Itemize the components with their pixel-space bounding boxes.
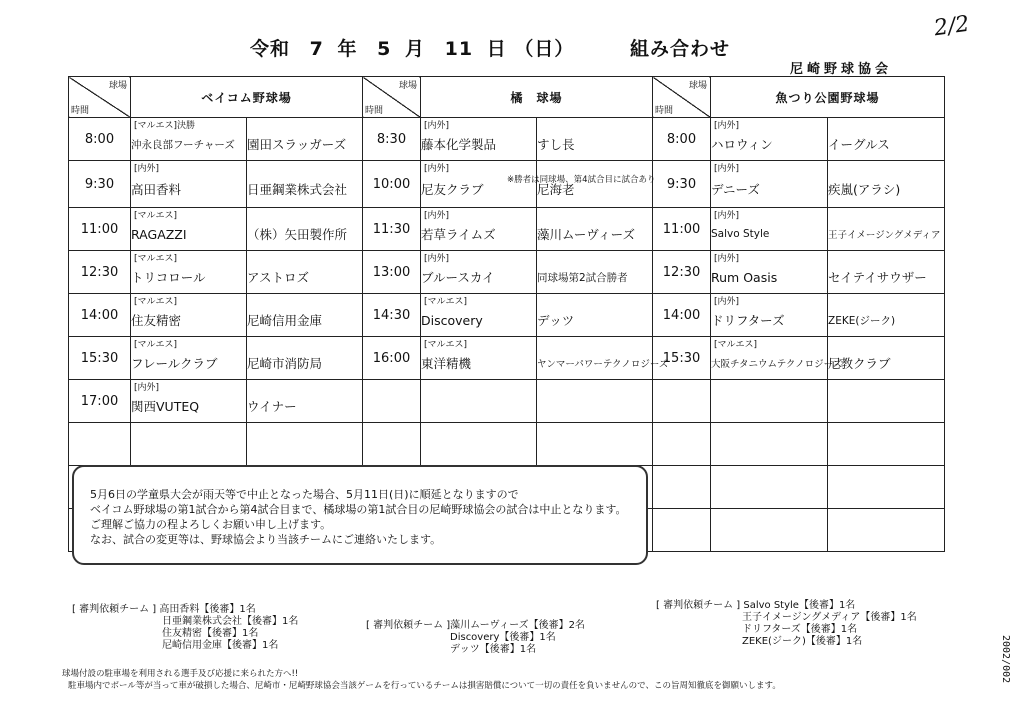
home-team-cell [711, 118, 828, 161]
corner-cell-0 [69, 77, 131, 118]
home-team-cell [711, 337, 843, 380]
division-tag: [内外] [424, 254, 450, 264]
umpire-item: 尼崎信用金庫【後審】1名 [162, 640, 279, 651]
away-team-name: 尼教クラブ [828, 356, 891, 371]
away-team-cell [247, 380, 363, 423]
schedule-row [69, 423, 945, 466]
away-team-cell [828, 337, 945, 380]
away-team-name: 尼崎市消防局 [247, 356, 323, 371]
division-tag: [内外] [424, 121, 450, 131]
away-team-name: アストロズ [247, 270, 310, 285]
notice-box [72, 465, 648, 565]
time-corner-label: 時間 [71, 106, 90, 116]
division-tag: [内外] [714, 211, 740, 221]
umpire-item: ドリフターズ【後審】1名 [742, 624, 858, 635]
division-tag: [内外] [714, 164, 740, 174]
away-team-cell [828, 161, 945, 208]
away-team-cell [828, 466, 945, 509]
home-team-name: 尼友クラブ [421, 182, 484, 197]
umpire-block-0 [72, 604, 298, 652]
division-tag: [マルエス] [714, 340, 758, 350]
away-team-cell [247, 294, 363, 337]
home-team-cell [421, 251, 537, 294]
away-team-name: ZEKE(ジーク) [828, 314, 896, 327]
match-time: 9:30 [653, 161, 711, 208]
umpire-item: 住友精密【後審】1名 [162, 628, 259, 639]
home-team-cell [711, 251, 828, 294]
title-era: 令和 [250, 38, 291, 60]
umpire-label: [ 審判依頼チーム ] [366, 620, 451, 631]
title-month-unit: 月 [405, 38, 426, 60]
footer-line: 球場付設の駐車場を利用される選手及び応援に来られた方へ!! [62, 669, 299, 679]
away-team-name: 同球場第2試合勝者 [537, 271, 628, 284]
notice-line: ベイコム野球場の第1試合から第4試合目まで、橘球場の第1試合目の尼崎野球協会の試合は中止となります。 [90, 503, 627, 516]
match-time: 15:30 [69, 337, 131, 380]
away-team-cell [247, 251, 363, 294]
home-team-name: 若草ライムズ [421, 227, 496, 242]
umpire-item: 高田香料【後審】1名 [159, 604, 256, 615]
time-corner-label: 時間 [655, 106, 674, 116]
home-team-cell [131, 337, 247, 380]
away-team-name: 尼崎信用金庫 [247, 313, 323, 328]
away-team-cell [828, 208, 945, 251]
schedule-row [69, 294, 945, 337]
venue-name-0: ベイコム野球場 [131, 77, 363, 118]
side-mark: 2002/002 [1000, 635, 1011, 684]
away-team-cell [537, 208, 653, 251]
away-team-cell [537, 118, 653, 161]
schedule-row [69, 208, 945, 251]
home-team-cell [131, 380, 247, 423]
venue-name-2: 魚つり公園野球場 [711, 77, 945, 118]
notice-line: なお、試合の変更等は、野球協会より当該チームにご連絡いたします。 [90, 533, 442, 546]
match-time: 8:00 [653, 118, 711, 161]
match-time [653, 380, 711, 423]
venue-corner-label: 球場 [689, 81, 708, 91]
home-team-cell [711, 423, 828, 466]
footer-line: 駐車場内でボール等が当って車が破損した場合、尼崎市・尼崎野球協会当該ゲームを行っているチームは損害賠償について一切の責任を負いませんので、この旨周知徹底を御願いします。 [68, 681, 781, 691]
home-team-cell [421, 337, 537, 380]
umpire-block-2 [656, 600, 917, 648]
umpire-item: 日亜鋼業株式会社【後審】1名 [162, 616, 299, 627]
umpire-label: [ 審判依頼チーム ] [72, 604, 157, 615]
home-team-name: フレールクラブ [131, 356, 218, 371]
match-time: 14:00 [653, 294, 711, 337]
away-team-cell [537, 294, 653, 337]
match-time [363, 423, 421, 466]
title-month: 5 [377, 38, 392, 60]
away-team-cell [537, 161, 653, 208]
home-team-name: デニーズ [711, 182, 760, 197]
schedule-row [69, 380, 945, 423]
away-team-name: 疾嵐(アラシ) [828, 182, 901, 197]
away-team-name: すし長 [537, 137, 575, 152]
time-corner-label: 時間 [365, 106, 384, 116]
home-team-name: 東洋精機 [421, 356, 472, 371]
away-team-name: ヤンマーパワーテクノロジーズ [537, 359, 669, 370]
away-team-cell [828, 294, 945, 337]
division-tag: [内外] [424, 164, 450, 174]
home-team-cell [131, 118, 247, 161]
match-time: 17:00 [69, 380, 131, 423]
umpire-item: 王子イメージングメディア【後審】1名 [742, 612, 917, 623]
match-time: 12:30 [69, 251, 131, 294]
match-time: 11:00 [69, 208, 131, 251]
umpire-item: デッツ【後審】1名 [450, 644, 537, 655]
division-tag: [内外] [714, 254, 740, 264]
away-team-name: 藻川ムーヴィーズ [537, 227, 636, 242]
venue-corner-label: 球場 [398, 81, 417, 91]
home-team-cell [421, 380, 537, 423]
match-time: 15:30 [653, 337, 711, 380]
home-team-cell [131, 208, 247, 251]
notice-line: 5月6日の学童県大会が雨天等で中止となった場合、5月11日(日)に順延となりますので [90, 488, 519, 501]
match-time: 16:00 [363, 337, 421, 380]
schedule-row [69, 251, 945, 294]
title-day: 11 [444, 38, 474, 60]
division-tag: [マルエス]決勝 [134, 121, 196, 131]
home-team-name: ドリフターズ [711, 313, 785, 328]
home-team-name: RAGAZZI [131, 226, 187, 242]
away-team-cell [247, 208, 363, 251]
division-tag: [マルエス] [134, 340, 178, 350]
away-team-name: セイテイサウザー [828, 270, 927, 285]
home-team-cell [421, 423, 537, 466]
umpire-label: [ 審判依頼チーム ] [656, 600, 741, 611]
notice-line: ご理解ご協力の程よろしくお願い申し上げます。 [90, 518, 332, 531]
umpire-item: 藻川ムーヴィーズ【後審】2名 [450, 620, 585, 631]
home-team-name: ブルースカイ [421, 270, 495, 285]
corner-cell-1 [363, 77, 421, 118]
away-team-cell [828, 423, 945, 466]
match-time: 8:30 [363, 118, 421, 161]
away-team-name: 日亜鋼業株式会社 [247, 182, 348, 197]
home-team-name: Rum Oasis [711, 269, 778, 285]
match-time [363, 380, 421, 423]
home-team-name: トリコロール [131, 270, 206, 285]
away-team-cell [537, 423, 653, 466]
away-team-name: デッツ [537, 313, 575, 328]
page-mark: 2/2 [932, 11, 971, 42]
home-team-cell [711, 380, 828, 423]
division-tag: [マルエス] [134, 297, 178, 307]
division-tag: [内外] [134, 164, 160, 174]
home-team-name: Discovery [421, 312, 483, 328]
division-tag: [マルエス] [424, 297, 468, 307]
match-time: 11:00 [653, 208, 711, 251]
match-time: 13:00 [363, 251, 421, 294]
home-team-cell [131, 251, 247, 294]
venue-name-1: 橘 球場 [421, 77, 653, 118]
away-team-cell [537, 337, 669, 380]
schedule-row [69, 161, 945, 208]
organizer: 尼崎野球協会 [790, 62, 893, 77]
schedule-row [69, 337, 945, 380]
match-time [653, 423, 711, 466]
match-time: 12:30 [653, 251, 711, 294]
match-note: ※勝者は同球場、第4試合目に試合あり [507, 175, 656, 185]
division-tag: [内外] [714, 121, 740, 131]
match-time: 9:30 [69, 161, 131, 208]
title-weekday: （日） [514, 38, 575, 60]
home-team-name: 関西VUTEQ [131, 399, 200, 414]
away-team-name: 王子イメージングメディア [828, 230, 941, 241]
title-year-unit: 年 [337, 38, 358, 60]
away-team-cell [828, 118, 945, 161]
division-tag: [内外] [714, 297, 740, 307]
home-team-name: 沖永良部フーチャーズ [131, 138, 235, 151]
home-team-cell [711, 208, 828, 251]
corner-cell-2 [653, 77, 711, 118]
home-team-name: Salvo Style [711, 228, 770, 240]
home-team-name: ハロウィン [711, 137, 773, 152]
home-team-cell [711, 294, 828, 337]
home-team-cell [711, 466, 828, 509]
match-time [653, 466, 711, 509]
home-team-cell [711, 509, 828, 552]
away-team-name: イーグルス [828, 137, 890, 152]
home-team-name: 住友精密 [131, 313, 182, 328]
venue-corner-label: 球場 [108, 81, 127, 91]
away-team-name: ウイナー [247, 399, 297, 414]
home-team-cell [131, 161, 247, 208]
umpire-item: Discovery【後審】1名 [450, 632, 556, 643]
division-tag: [内外] [134, 383, 160, 393]
title-subtitle: 組み合わせ [630, 38, 731, 60]
umpire-item: ZEKE(ジーク)【後審】1名 [742, 636, 863, 647]
footer-notice [62, 668, 781, 692]
away-team-cell [537, 380, 653, 423]
home-team-cell [421, 208, 537, 251]
match-time [653, 509, 711, 552]
away-team-cell [247, 423, 363, 466]
title-day-unit: 日 [486, 38, 507, 60]
away-team-name: 尼海老 [537, 182, 575, 197]
away-team-name: （株）矢田製作所 [247, 227, 348, 242]
home-team-cell [421, 118, 537, 161]
away-team-cell [828, 251, 945, 294]
umpire-block-1 [366, 620, 585, 656]
home-team-cell [421, 294, 537, 337]
match-time: 11:30 [363, 208, 421, 251]
home-team-cell [711, 161, 828, 208]
division-tag: [マルエス] [424, 340, 468, 350]
match-time: 8:00 [69, 118, 131, 161]
away-team-cell [537, 251, 653, 294]
header-row [69, 77, 945, 118]
away-team-cell [828, 509, 945, 552]
home-team-name: 藤本化学製品 [421, 137, 497, 152]
umpire-item: Salvo Style【後審】1名 [743, 600, 856, 611]
away-team-name: 園田スラッガーズ [247, 137, 347, 152]
schedule-row [69, 118, 945, 161]
match-time: 14:30 [363, 294, 421, 337]
home-team-name: 高田香料 [131, 182, 182, 197]
division-tag: [マルエス] [134, 211, 178, 221]
match-time [69, 423, 131, 466]
division-tag: [内外] [424, 211, 450, 221]
home-team-cell [131, 294, 247, 337]
home-team-cell [131, 423, 247, 466]
home-team-name: 大阪チタニウムテクノロジーズ [711, 359, 843, 370]
away-team-cell [247, 118, 363, 161]
away-team-cell [247, 337, 363, 380]
away-team-cell [247, 161, 363, 208]
title-year: 7 [309, 38, 324, 60]
match-time: 14:00 [69, 294, 131, 337]
away-team-cell [828, 380, 945, 423]
match-time: 10:00 [363, 161, 421, 208]
page-title [250, 34, 730, 61]
division-tag: [マルエス] [134, 254, 178, 264]
